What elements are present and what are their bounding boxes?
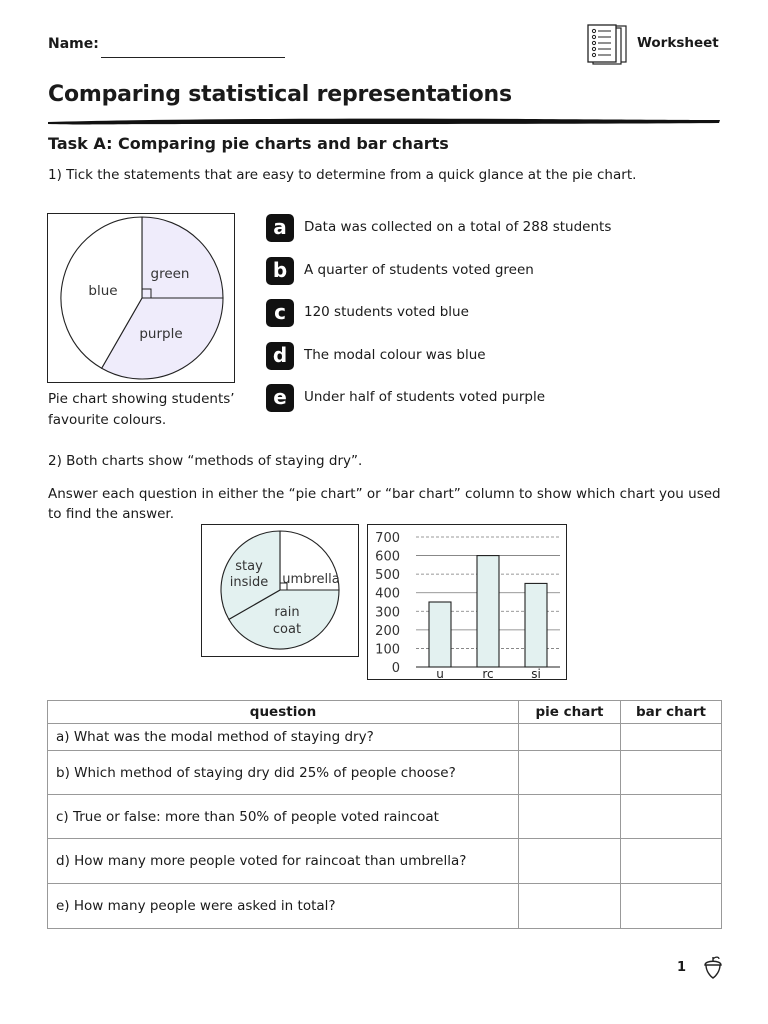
statement-tag-d[interactable]: d [266,342,294,370]
table-row [48,839,722,884]
name-label: Name: [48,36,99,52]
pie2-label-rain: rain [274,605,300,620]
statement-text-a: Data was collected on a total of 288 students [304,219,612,235]
name-field[interactable] [101,57,285,58]
pie-chart-answer-cell[interactable] [519,751,621,795]
statement-tag-b[interactable]: b [266,257,294,285]
pie2-label-coat: coat [272,622,302,637]
pie-chart-staying-dry-svg [202,525,358,656]
table-header-row [48,701,722,724]
bar-chart-svg [368,525,566,679]
x-category-label: rc [482,667,494,679]
acorn-icon [702,954,724,980]
pie-chart-colours [47,213,235,383]
statement-text-e: Under half of students voted purple [304,389,546,405]
pie-label-purple: purple [139,326,183,342]
question-2: 2) Both charts show “methods of staying dry”. [48,453,363,469]
statement-text-c: 120 students voted blue [304,304,469,320]
page-number: 1 [677,960,687,975]
y-tick-label: 100 [375,642,400,658]
question-cell: e) How many people were asked in total? [48,884,519,929]
statement-text-b: A quarter of students voted green [304,262,534,278]
y-tick-label: 400 [375,586,400,602]
pie-slice-green [142,217,223,298]
pie2-label-inside: inside [229,575,269,590]
question-cell: a) What was the modal method of staying dry? [48,724,519,751]
table-row [48,751,722,795]
bar-u [429,602,451,667]
bar-rc [477,556,499,667]
worksheet-label: Worksheet [637,35,719,51]
x-category-label: u [436,667,444,679]
col-header-question: question [48,701,519,724]
statement-text-d: The modal colour was blue [304,347,486,363]
task-a-heading: Task A: Comparing pie charts and bar charts [48,134,449,153]
pie-chart-staying-dry [201,524,359,657]
pie-chart-answer-cell[interactable] [519,795,621,839]
pie-chart-answer-cell[interactable] [519,839,621,884]
y-tick-label: 300 [375,605,400,621]
bar-chart-staying-dry [367,524,567,680]
pie2-label-umbrella: umbrella [282,572,340,587]
title-underline [46,116,722,126]
bar-chart-answer-cell[interactable] [621,839,722,884]
table-row [48,724,722,751]
y-tick-label: 500 [375,568,400,584]
question-cell: c) True or false: more than 50% of people voted raincoat [48,795,519,839]
y-tick-label: 700 [375,531,400,546]
bar-chart-answer-cell[interactable] [621,795,722,839]
y-tick-label: 200 [375,623,400,639]
bar-si [525,583,547,667]
x-category-label: si [531,667,541,679]
pie-chart-answer-cell[interactable] [519,724,621,751]
y-tick-label: 600 [375,549,400,565]
statement-tag-c[interactable]: c [266,299,294,327]
table-row [48,884,722,929]
question-1: 1) Tick the statements that are easy to determine from a quick glance at the pie chart. [48,167,637,183]
y-tick-label: 0 [391,661,400,676]
pie-label-blue: blue [88,283,118,299]
col-header-bar-chart: bar chart [621,701,722,724]
answer-table [47,700,722,929]
pie-label-green: green [150,266,190,282]
statement-tag-e[interactable]: e [266,384,294,412]
question-2-instructions: Answer each question in either the “pie chart” or “bar chart” column to show which chart you used to find the answer. [48,486,721,522]
bar-chart-answer-cell[interactable] [621,884,722,929]
table-row [48,795,722,839]
bar-chart-answer-cell[interactable] [621,751,722,795]
pie-caption: Pie chart showing students’ favourite colours. [48,391,235,428]
page-title: Comparing statistical representations [48,82,512,107]
pie-chart-colours-svg [48,214,234,382]
statement-tag-a[interactable]: a [266,214,294,242]
pie2-label-stay: stay [235,559,263,574]
pie-chart-answer-cell[interactable] [519,884,621,929]
worksheet-icon [587,24,631,66]
question-cell: d) How many more people voted for raincoat than umbrella? [48,839,519,884]
bar-chart-answer-cell[interactable] [621,724,722,751]
col-header-pie-chart: pie chart [519,701,621,724]
question-cell: b) Which method of staying dry did 25% of people choose? [48,751,519,795]
